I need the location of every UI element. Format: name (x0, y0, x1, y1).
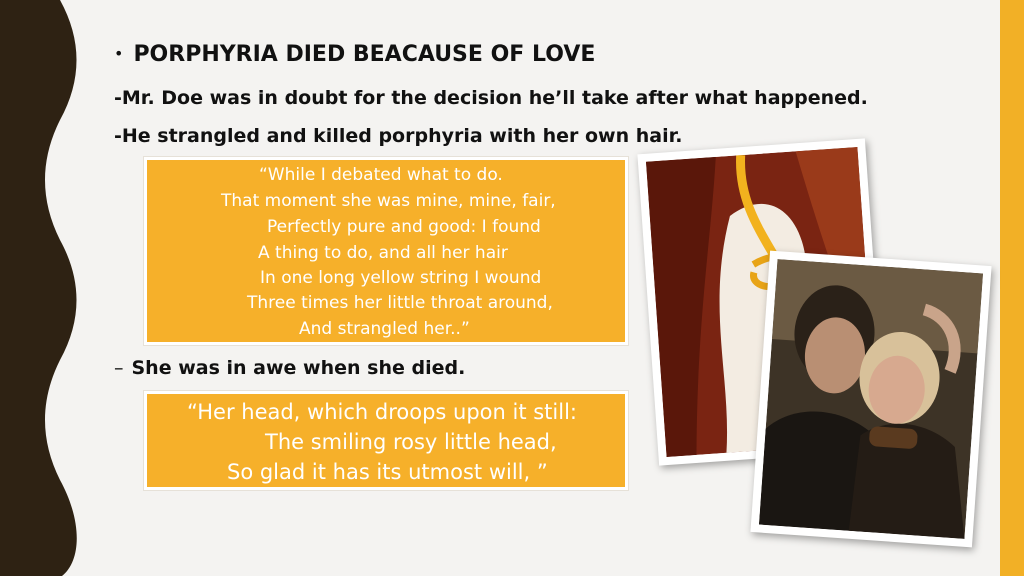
bullet-icon: • (114, 44, 124, 63)
quote-line: A thing to do, and all her hair (258, 243, 508, 263)
quote-box-awe (144, 391, 628, 490)
couple-image (759, 259, 983, 539)
quote-line: In one long yellow string I wound (260, 268, 542, 288)
point-doubt: -Mr. Doe was in doubt for the decision he’ll take after what happened. (114, 87, 868, 109)
slide-title (114, 42, 595, 67)
dash-bullet-icon: – (114, 357, 124, 379)
point-awe-text: She was in awe when she died. (131, 357, 466, 379)
quote-line: Perfectly pure and good: I found (267, 217, 541, 237)
quote-line: “While I debated what to do. (259, 165, 503, 185)
quote-line: “Her head, which droops upon it still: (187, 400, 577, 424)
point-awe (114, 357, 465, 379)
quote-line: That moment she was mine, mine, fair, (221, 191, 556, 211)
quote-line: Three times her little throat around, (247, 293, 553, 313)
wavy-side-band (0, 0, 80, 576)
quote-line: The smiling rosy little head, (265, 430, 557, 454)
accent-band (1000, 0, 1024, 576)
quote-box-strangling (144, 157, 628, 345)
quote-line: So glad it has its utmost will, ” (227, 460, 548, 484)
point-strangled: -He strangled and killed porphyria with her own hair. (114, 125, 683, 147)
couple-photo (750, 251, 991, 548)
quote-line: And strangled her..” (299, 319, 470, 339)
title-text: PORPHYRIA DIED BEACAUSE OF LOVE (133, 42, 596, 67)
